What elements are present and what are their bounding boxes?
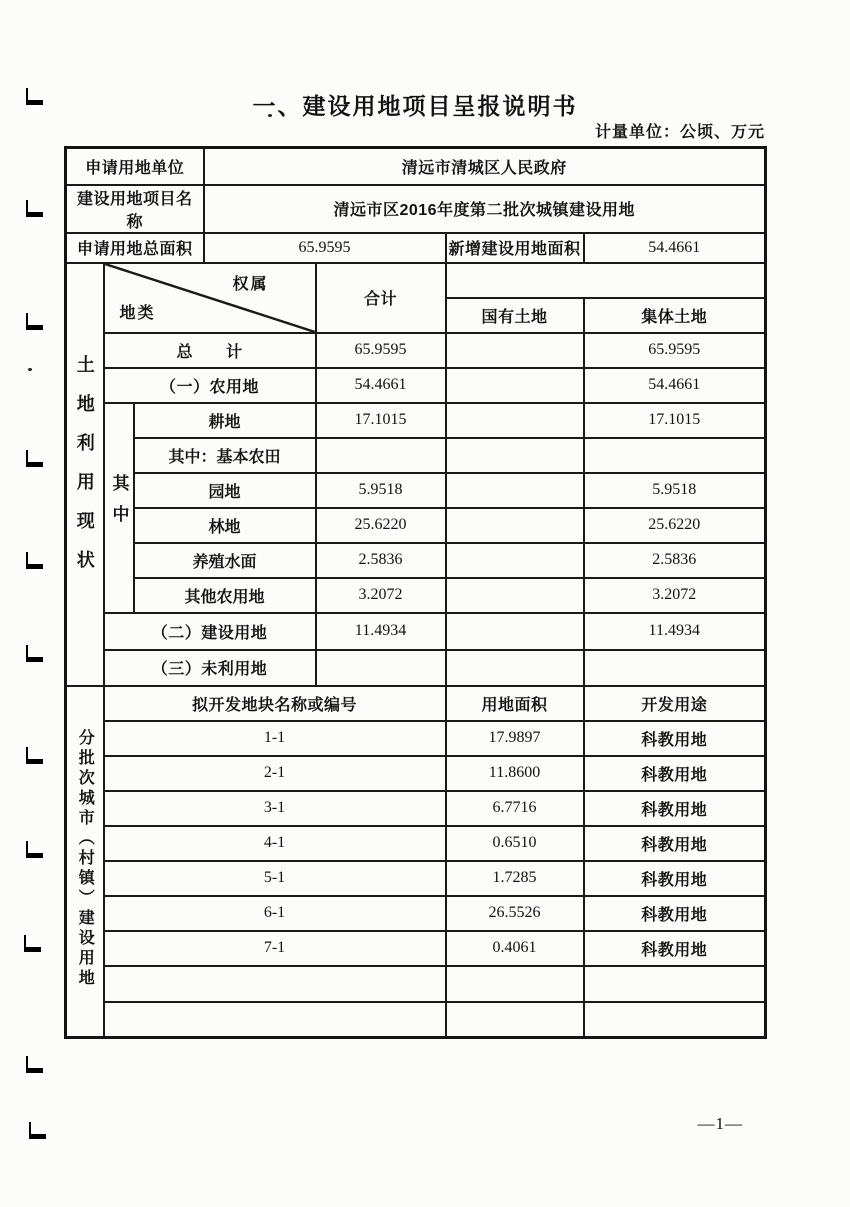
block-row-area: 1.7285: [446, 861, 584, 896]
land-report-table: [64, 146, 767, 1039]
land-row-collective: 11.4934: [584, 613, 766, 650]
land-row-total: [316, 438, 446, 473]
column-header-block-name: 拟开发地块名称或编号: [104, 686, 446, 721]
land-row-name: （三）未利用地: [104, 650, 316, 686]
land-row-name: 其中：基本农田: [134, 438, 316, 473]
subgroup-label-cell: [104, 403, 134, 613]
table-row: [66, 368, 766, 403]
land-row-total: 5.9518: [316, 473, 446, 508]
vertical-label: 分批次城市（村镇）建设用地: [76, 728, 94, 989]
new-construction-area-label: 新增建设用地面积: [446, 233, 584, 263]
table-row: [66, 543, 766, 578]
land-row-name: 园地: [134, 473, 316, 508]
binding-mark: [24, 935, 41, 952]
block-row-use: 科教用地: [584, 896, 766, 931]
land-row-collective: 5.9518: [584, 473, 766, 508]
land-row-name: 总 计: [104, 333, 316, 368]
binding-mark: [26, 313, 43, 330]
land-row-collective: 3.2072: [584, 578, 766, 613]
table-row: [66, 861, 766, 896]
applicant-unit-value: 清远市清城区人民政府: [204, 148, 766, 185]
column-header-state-land: 国有土地: [446, 298, 584, 333]
land-row-total: 3.2072: [316, 578, 446, 613]
land-row-name: （二）建设用地: [104, 613, 316, 650]
block-row-use: [584, 1002, 766, 1038]
land-row-total: 65.9595: [316, 333, 446, 368]
block-row-use: 科教用地: [584, 721, 766, 756]
page-number: —1—: [697, 1114, 743, 1133]
land-row-state: [446, 650, 584, 686]
block-row-name: 1-1: [104, 721, 446, 756]
block-row-name: [104, 1002, 446, 1038]
land-row-total: 11.4934: [316, 613, 446, 650]
binding-mark: [26, 747, 43, 764]
block-row-name: 6-1: [104, 896, 446, 931]
land-row-state: [446, 438, 584, 473]
land-row-state: [446, 613, 584, 650]
table-row: [66, 1002, 766, 1038]
table-row: [66, 650, 766, 686]
binding-mark: [26, 450, 43, 467]
land-row-state: [446, 578, 584, 613]
land-row-total: 2.5836: [316, 543, 446, 578]
block-row-area: [446, 966, 584, 1002]
table-row: [66, 233, 766, 263]
block-row-name: 3-1: [104, 791, 446, 826]
new-construction-area-value: 54.4661: [584, 233, 766, 263]
land-row-total: 54.4661: [316, 368, 446, 403]
land-row-name: 其他农用地: [134, 578, 316, 613]
binding-mark: [26, 645, 43, 662]
land-row-name: 耕地: [134, 403, 316, 438]
land-row-state: [446, 403, 584, 438]
block-row-name: 2-1: [104, 756, 446, 791]
page-title: 一、建设用地项目呈报说明书: [252, 93, 578, 119]
project-name-label: 建设用地项目名称: [66, 185, 204, 233]
binding-mark: [26, 841, 43, 858]
block-row-use: 科教用地: [584, 931, 766, 966]
table-row: [66, 966, 766, 1002]
land-row-collective: 65.9595: [584, 333, 766, 368]
land-row-collective: 54.4661: [584, 368, 766, 403]
table-row: [66, 438, 766, 473]
table-row: [66, 756, 766, 791]
block-row-area: [446, 1002, 584, 1038]
land-use-section-label: [66, 263, 104, 686]
measurement-unit-note: 计量单位：公顷、万元: [594, 124, 765, 141]
land-row-collective: 2.5836: [584, 543, 766, 578]
land-row-state: [446, 333, 584, 368]
table-row: [66, 613, 766, 650]
land-row-total: 25.6220: [316, 508, 446, 543]
binding-mark: [26, 1056, 43, 1073]
land-row-total: 17.1015: [316, 403, 446, 438]
block-row-use: 科教用地: [584, 861, 766, 896]
table-row: [66, 263, 766, 298]
column-header-total: 合计: [316, 263, 446, 333]
block-row-use: 科教用地: [584, 791, 766, 826]
land-row-state: [446, 473, 584, 508]
land-row-collective: 17.1015: [584, 403, 766, 438]
land-row-state: [446, 368, 584, 403]
block-row-use: [584, 966, 766, 1002]
land-row-name: （一）农用地: [104, 368, 316, 403]
vertical-label: 其中: [109, 474, 129, 536]
table-row: [66, 185, 766, 233]
land-row-collective: 25.6220: [584, 508, 766, 543]
table-row: [66, 148, 766, 185]
block-row-name: 5-1: [104, 861, 446, 896]
diagonal-header-ownership: 权属: [232, 275, 269, 293]
block-row-area: 0.6510: [446, 826, 584, 861]
table-row: [66, 826, 766, 861]
table-row: [66, 686, 766, 721]
table-row: [66, 473, 766, 508]
table-row: [66, 578, 766, 613]
column-header-collective-land: 集体土地: [584, 298, 766, 333]
binding-mark: [26, 200, 43, 217]
block-row-area: 17.9897: [446, 721, 584, 756]
table-row: [66, 931, 766, 966]
block-row-area: 11.8600: [446, 756, 584, 791]
applicant-unit-label: 申请用地单位: [66, 148, 204, 185]
project-name-value: 清远市区2016年度第二批次城镇建设用地: [204, 185, 766, 233]
block-row-area: 26.5526: [446, 896, 584, 931]
land-row-state: [446, 508, 584, 543]
land-row-collective: [584, 438, 766, 473]
table-row: [66, 721, 766, 756]
total-area-value: 65.9595: [204, 233, 446, 263]
land-row-collective: [584, 650, 766, 686]
scan-artifact-dot: [28, 368, 32, 371]
table-row: [66, 333, 766, 368]
block-row-use: 科教用地: [584, 826, 766, 861]
land-row-name: 林地: [134, 508, 316, 543]
table-row: [66, 896, 766, 931]
table-row: [66, 403, 766, 438]
diagonal-header-land-type: 地类: [119, 304, 156, 322]
binding-mark: [29, 1122, 46, 1139]
land-row-state: [446, 543, 584, 578]
binding-mark: [26, 552, 43, 569]
block-row-name: [104, 966, 446, 1002]
ownership-header-spacer: [446, 263, 766, 298]
block-row-name: 7-1: [104, 931, 446, 966]
block-row-area: 0.4061: [446, 931, 584, 966]
diagonal-header-cell: [104, 263, 316, 333]
column-header-block-area: 用地面积: [446, 686, 584, 721]
table-row: [66, 791, 766, 826]
block-row-name: 4-1: [104, 826, 446, 861]
total-area-label: 申请用地总面积: [66, 233, 204, 263]
land-row-name: 养殖水面: [134, 543, 316, 578]
block-row-use: 科教用地: [584, 756, 766, 791]
block-row-area: 6.7716: [446, 791, 584, 826]
table-row: [66, 508, 766, 543]
vertical-label: 土地利用现状: [74, 354, 95, 589]
blocks-section-label: [66, 686, 104, 1038]
column-header-block-use: 开发用途: [584, 686, 766, 721]
land-row-total: [316, 650, 446, 686]
